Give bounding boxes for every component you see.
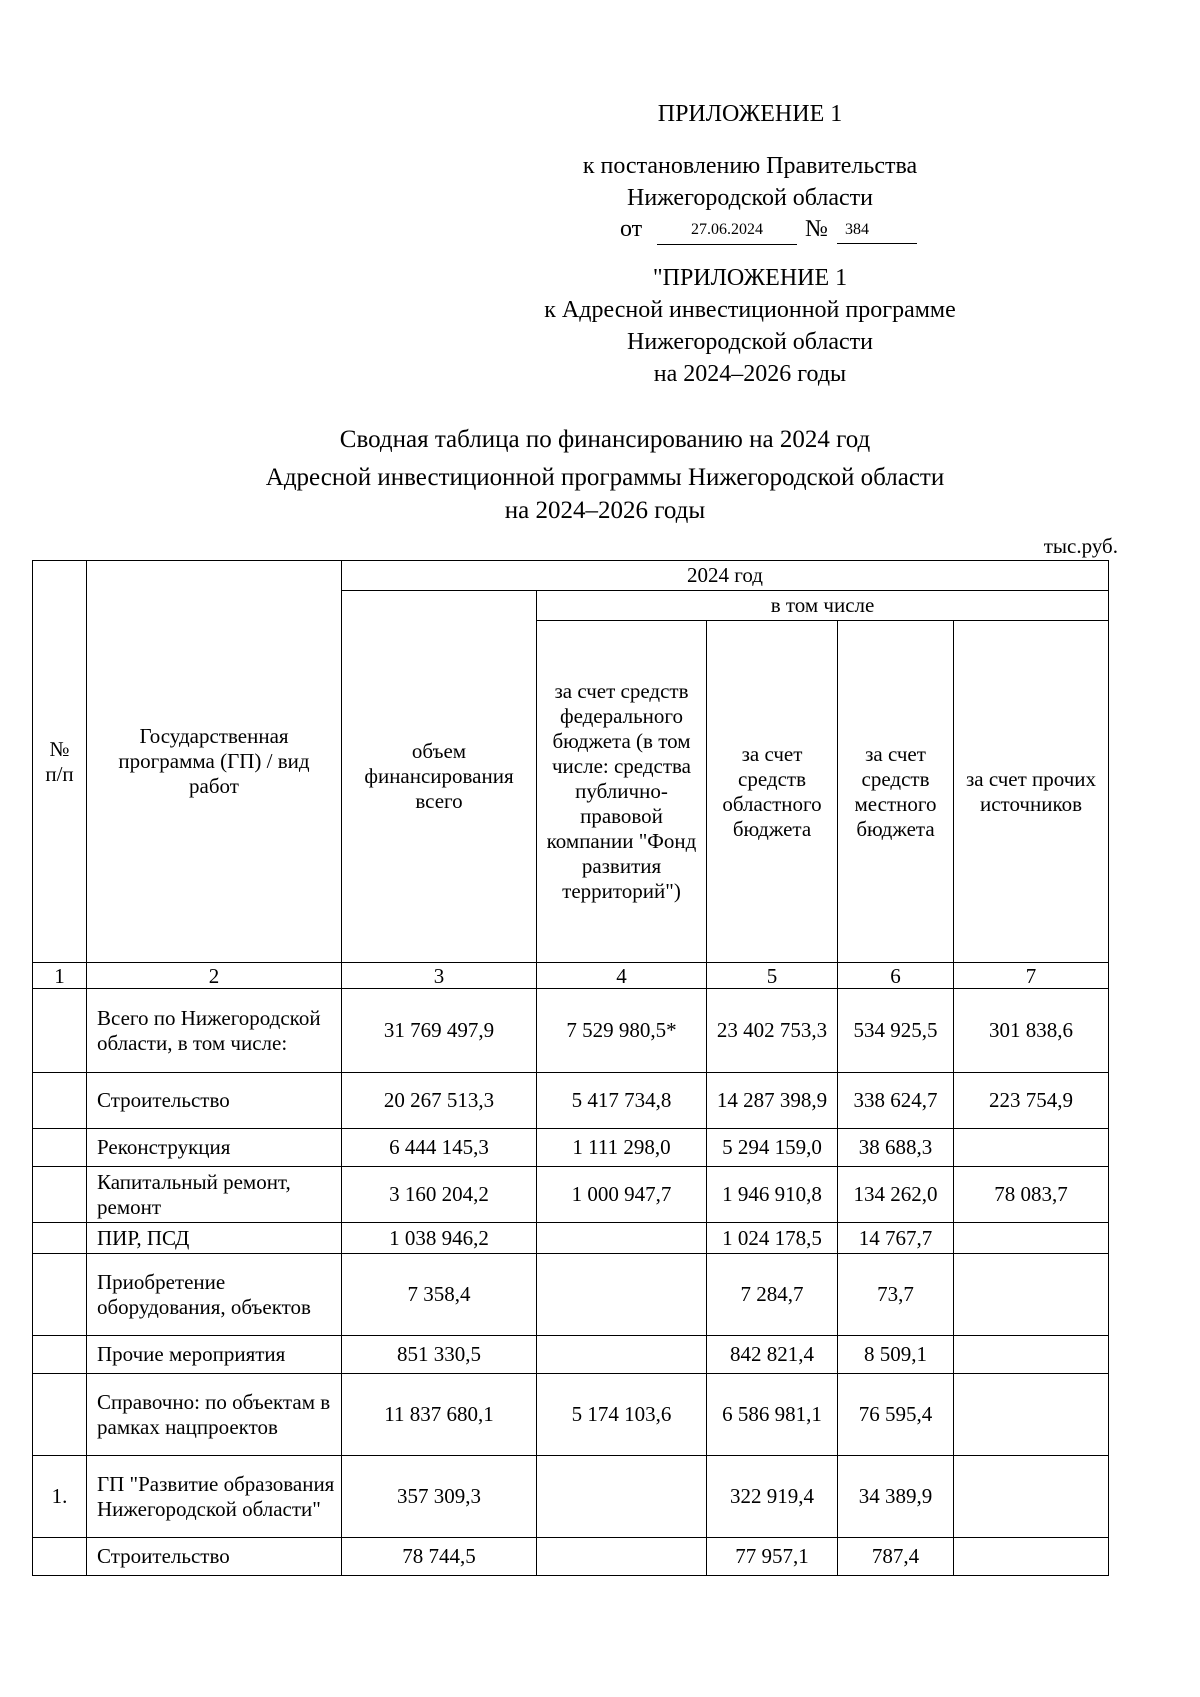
header-col-regional: за счет средств областного бюджета bbox=[707, 621, 838, 963]
cell-name: Капитальный ремонт, ремонт bbox=[87, 1167, 342, 1223]
cell-regional: 6 586 981,1 bbox=[707, 1374, 838, 1456]
cell-total: 7 358,4 bbox=[342, 1254, 537, 1336]
column-number: 1 bbox=[33, 963, 87, 989]
document-title-line-3: на 2024–2026 годы bbox=[504, 497, 706, 524]
cell-no bbox=[33, 1223, 87, 1254]
table-row bbox=[33, 1336, 1109, 1374]
header-col-total: объем финансирования всего bbox=[342, 591, 537, 963]
header-row-year bbox=[33, 561, 1109, 591]
cell-regional: 14 287 398,9 bbox=[707, 1073, 838, 1129]
cell-name: Строительство bbox=[87, 1538, 342, 1576]
cell-other: 78 083,7 bbox=[954, 1167, 1109, 1223]
date-prefix: от bbox=[620, 216, 643, 242]
cell-total: 11 837 680,1 bbox=[342, 1374, 537, 1456]
cell-federal bbox=[537, 1538, 707, 1576]
cell-total: 357 309,3 bbox=[342, 1456, 537, 1538]
header-col-federal: за счет средств федерального бюджета (в том числе: средства публично-правовой компании "Фонд развития территорий") bbox=[537, 621, 707, 963]
cell-regional: 5 294 159,0 bbox=[707, 1129, 838, 1167]
cell-federal bbox=[537, 1223, 707, 1254]
cell-regional: 23 402 753,3 bbox=[707, 989, 838, 1073]
cell-regional: 7 284,7 bbox=[707, 1254, 838, 1336]
cell-local: 338 624,7 bbox=[838, 1073, 954, 1129]
table-row bbox=[33, 1223, 1109, 1254]
cell-other bbox=[954, 1254, 1109, 1336]
cell-name: Справочно: по объектам в рамках нацпроектов bbox=[87, 1374, 342, 1456]
program-line-1: к Адресной инвестиционной программе bbox=[544, 297, 956, 323]
resolution-date-number bbox=[620, 212, 950, 246]
number-sign: № bbox=[805, 216, 828, 242]
cell-total: 1 038 946,2 bbox=[342, 1223, 537, 1254]
quoted-appendix-title: "ПРИЛОЖЕНИЕ 1 bbox=[652, 265, 848, 291]
cell-local: 14 767,7 bbox=[838, 1223, 954, 1254]
cell-local: 787,4 bbox=[838, 1538, 954, 1576]
cell-name: Строительство bbox=[87, 1073, 342, 1129]
header-col-program: Государственная программа (ГП) / вид работ bbox=[87, 561, 342, 963]
resolution-reference bbox=[530, 150, 970, 214]
resolution-date: 27.06.2024 bbox=[657, 222, 797, 245]
cell-local: 8 509,1 bbox=[838, 1336, 954, 1374]
header-col-no: № п/п bbox=[33, 561, 87, 963]
resolution-number: 384 bbox=[837, 222, 917, 244]
cell-federal: 5 174 103,6 bbox=[537, 1374, 707, 1456]
cell-total: 20 267 513,3 bbox=[342, 1073, 537, 1129]
cell-no bbox=[33, 1336, 87, 1374]
cell-other: 301 838,6 bbox=[954, 989, 1109, 1073]
cell-other bbox=[954, 1129, 1109, 1167]
program-line-2: Нижегородской области bbox=[626, 329, 874, 355]
cell-other bbox=[954, 1538, 1109, 1576]
cell-name: Приобретение оборудования, объектов bbox=[87, 1254, 342, 1336]
cell-no: 1. bbox=[33, 1456, 87, 1538]
cell-local: 76 595,4 bbox=[838, 1374, 954, 1456]
cell-total: 6 444 145,3 bbox=[342, 1129, 537, 1167]
cell-no bbox=[33, 1374, 87, 1456]
cell-federal bbox=[537, 1254, 707, 1336]
appendix-title: ПРИЛОЖЕНИЕ 1 bbox=[657, 101, 843, 127]
column-number: 4 bbox=[537, 963, 707, 989]
cell-total: 31 769 497,9 bbox=[342, 989, 537, 1073]
cell-local: 534 925,5 bbox=[838, 989, 954, 1073]
document-title-line-1: Сводная таблица по финансированию на 2024 год bbox=[339, 426, 871, 453]
cell-regional: 1 946 910,8 bbox=[707, 1167, 838, 1223]
cell-regional: 322 919,4 bbox=[707, 1456, 838, 1538]
table-row bbox=[33, 1073, 1109, 1129]
table-row bbox=[33, 1456, 1109, 1538]
cell-other bbox=[954, 1374, 1109, 1456]
cell-name: Прочие мероприятия bbox=[87, 1336, 342, 1374]
table-row bbox=[33, 989, 1109, 1073]
cell-regional: 77 957,1 bbox=[707, 1538, 838, 1576]
column-number-row bbox=[33, 963, 1109, 989]
cell-total: 3 160 204,2 bbox=[342, 1167, 537, 1223]
cell-no bbox=[33, 1538, 87, 1576]
resolution-line-1: к постановлению Правительства bbox=[582, 153, 918, 179]
cell-local: 73,7 bbox=[838, 1254, 954, 1336]
cell-federal: 5 417 734,8 bbox=[537, 1073, 707, 1129]
cell-name: ПИР, ПСД bbox=[87, 1223, 342, 1254]
program-appendix-reference bbox=[520, 262, 980, 390]
document-title-line-2: Адресной инвестиционной программы Нижегородской области bbox=[265, 464, 945, 491]
cell-no bbox=[33, 1167, 87, 1223]
cell-federal: 1 111 298,0 bbox=[537, 1129, 707, 1167]
cell-no bbox=[33, 989, 87, 1073]
cell-other: 223 754,9 bbox=[954, 1073, 1109, 1129]
financing-table bbox=[32, 560, 1109, 1576]
cell-federal bbox=[537, 1336, 707, 1374]
column-number: 6 bbox=[838, 963, 954, 989]
column-number: 5 bbox=[707, 963, 838, 989]
cell-name: ГП "Развитие образования Нижегородской области" bbox=[87, 1456, 342, 1538]
cell-local: 34 389,9 bbox=[838, 1456, 954, 1538]
program-line-3: на 2024–2026 годы bbox=[653, 361, 847, 387]
units-label: тыс.руб. bbox=[1043, 534, 1118, 558]
column-number: 2 bbox=[87, 963, 342, 989]
cell-federal: 7 529 980,5* bbox=[537, 989, 707, 1073]
cell-regional: 842 821,4 bbox=[707, 1336, 838, 1374]
cell-no bbox=[33, 1254, 87, 1336]
column-number: 3 bbox=[342, 963, 537, 989]
cell-no bbox=[33, 1073, 87, 1129]
cell-no bbox=[33, 1129, 87, 1167]
table-row bbox=[33, 1167, 1109, 1223]
cell-local: 134 262,0 bbox=[838, 1167, 954, 1223]
cell-name: Реконструкция bbox=[87, 1129, 342, 1167]
cell-total: 851 330,5 bbox=[342, 1336, 537, 1374]
document-title-lines-2-3 bbox=[160, 461, 1050, 527]
cell-other bbox=[954, 1456, 1109, 1538]
cell-name: Всего по Нижегородской области, в том числе: bbox=[87, 989, 342, 1073]
column-number: 7 bbox=[954, 963, 1109, 989]
table-row bbox=[33, 1538, 1109, 1576]
header-col-local: за счет средств местного бюджета bbox=[838, 621, 954, 963]
cell-total: 78 744,5 bbox=[342, 1538, 537, 1576]
cell-other bbox=[954, 1223, 1109, 1254]
cell-federal bbox=[537, 1456, 707, 1538]
cell-federal: 1 000 947,7 bbox=[537, 1167, 707, 1223]
table-row bbox=[33, 1374, 1109, 1456]
cell-local: 38 688,3 bbox=[838, 1129, 954, 1167]
header-including: в том числе bbox=[537, 591, 1109, 621]
header-year: 2024 год bbox=[342, 561, 1109, 591]
table-row bbox=[33, 1254, 1109, 1336]
cell-other bbox=[954, 1336, 1109, 1374]
table-row bbox=[33, 1129, 1109, 1167]
resolution-line-2: Нижегородской области bbox=[626, 185, 874, 211]
header-col-other: за счет прочих источников bbox=[954, 621, 1109, 963]
cell-regional: 1 024 178,5 bbox=[707, 1223, 838, 1254]
